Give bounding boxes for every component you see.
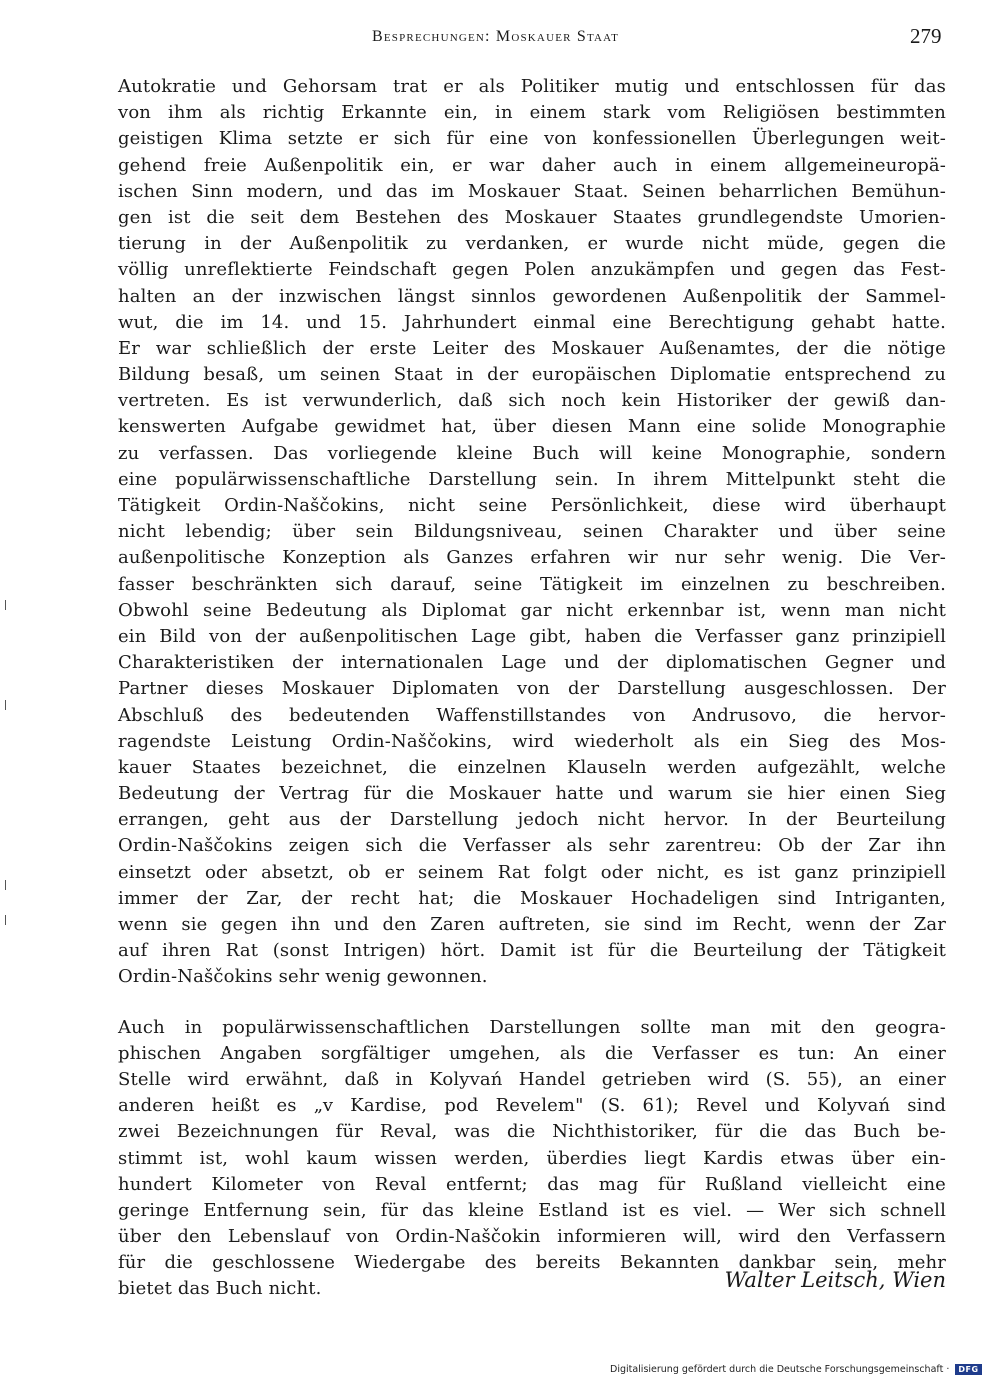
text-line: kauer Staates bezeichnet, die einzelnen Klauseln werden aufgezählt, welche — [118, 756, 946, 778]
text-line: zu verfassen. Das vorliegende kleine Buch will keine Monographie, sondern — [118, 442, 946, 464]
text-line: geistigen Klima setzte er sich für eine von konfessionellen Überlegungen weit- — [118, 128, 946, 150]
text-line: kenswerten Aufgabe gewidmet hat, über diesen Mann eine solide Monographie — [118, 416, 946, 438]
text-line: ein Bild von der außenpolitischen Lage gibt, haben die Verfasser ganz prinzipiell — [118, 625, 946, 647]
text-line: Bildung besaß, um seinen Staat in der europäischen Diplomatie entsprechend zu — [118, 364, 946, 386]
text-line: bietet das Buch nicht. — [118, 1278, 322, 1300]
text-line: Bedeutung der Vertrag für die Moskauer hatte und warum sie hier einen Sieg — [118, 783, 946, 805]
text-line: phischen Angaben sorgfältiger umgehen, als die Verfasser es tun: An einer — [118, 1042, 946, 1064]
text-line: außenpolitische Konzeption als Ganzes erfahren wir nur sehr wenig. Die Ver- — [118, 547, 946, 569]
text-line: Auch in populärwissenschaftlichen Darstellungen sollte man mit den geogra- — [118, 1016, 946, 1038]
author-signature: Walter Leitsch, Wien — [724, 1268, 946, 1292]
text-line: Obwohl seine Bedeutung als Diplomat gar nicht erkennbar ist, wenn man nicht — [118, 599, 946, 621]
text-line: gehend freie Außenpolitik ein, er war daher auch in einem allgemeineuropä- — [118, 154, 946, 176]
text-line: ischen Sinn modern, und das im Moskauer Staat. Seinen beharrlichen Bemühun- — [118, 180, 946, 202]
footer-text: Digitalisierung gefördert durch die Deutsche Forschungsgemeinschaft · — [610, 1364, 950, 1375]
text-line: über den Lebenslauf von Ordin-Naščokin informieren will, wird den Verfassern — [118, 1226, 946, 1248]
margin-mark — [5, 880, 6, 890]
text-line: ragendste Leistung Ordin-Naščokins, wird wiederholt als ein Sieg des Mos- — [118, 730, 946, 752]
text-line: hundert Kilometer von Reval entfernt; das mag für Rußland vielleicht eine — [118, 1173, 946, 1195]
paragraph — [118, 74, 946, 991]
text-line: Abschluß des bedeutenden Waffenstillstandes von Andrusovo, die hervor- — [118, 704, 946, 726]
text-line: eine populärwissenschaftliche Darstellung sein. In ihrem Mittelpunkt steht die — [118, 468, 946, 490]
text-line: wut, die im 14. und 15. Jahrhundert einmal eine Berechtigung gehabt hatte. — [118, 311, 946, 333]
text-line: für die geschlossene Wiedergabe des bereits Bekannten dankbar sein, mehr — [118, 1252, 946, 1274]
text-line: einsetzt oder absetzt, ob er seinem Rat folgt oder nicht, es ist ganz prinzipiell — [118, 861, 946, 883]
text-line: geringe Entfernung sein, für das kleine Estland ist es viel. — Wer sich schnell — [118, 1199, 946, 1221]
text-line: wenn sie gegen ihn und den Zaren auftreten, sie sind im Recht, wenn der Zar — [118, 914, 946, 935]
text-line: Autokratie und Gehorsam trat er als Politiker mutig und entschlossen für das — [118, 76, 946, 97]
text-line: stimmt ist, wohl kaum wissen werden, überdies liegt Kardis etwas über ein- — [118, 1147, 946, 1169]
page-number: 279 — [910, 24, 942, 48]
text-line: anderen heißt es „v Kardise, pod Revelem" (S. 61); Revel und Kolyvań sind — [118, 1095, 946, 1117]
running-title: Besprechungen: Moskauer Staat — [372, 28, 620, 45]
text-line: Er war schließlich der erste Leiter des Moskauer Außenamtes, der die nötige — [118, 337, 946, 359]
funding-footer — [610, 1364, 982, 1375]
margin-mark — [5, 915, 6, 925]
margin-mark — [5, 600, 6, 610]
article-body — [118, 74, 946, 1303]
text-line: Ordin-Naščokins zeigen sich die Verfasser als sehr zarentreu: Ob der Zar ihn — [118, 835, 946, 857]
text-line: Tätigkeit Ordin-Naščokins, nicht seine Persönlichkeit, diese wird überhaupt — [118, 495, 946, 516]
text-line: Charakteristiken der internationalen Lage und der diplomatischen Gegner und — [118, 652, 946, 674]
text-line: gen ist die seit dem Bestehen des Moskauer Staates grundlegendste Umorien- — [118, 206, 946, 228]
text-line: völlig unreflektierte Feindschaft gegen Polen anzukämpfen und gegen das Fest- — [118, 259, 946, 281]
text-line: Stelle wird erwähnt, daß in Kolyvań Handel getrieben wird (S. 55), an einer — [118, 1068, 946, 1090]
text-line: zwei Bezeichnungen für Reval, was die Nichthistoriker, für die das Buch be- — [118, 1121, 946, 1143]
text-line: fasser beschränkten sich darauf, seine Tätigkeit im einzelnen zu beschreiben. — [118, 573, 946, 595]
margin-mark — [5, 700, 6, 710]
text-line: vertreten. Es ist verwunderlich, daß sich noch kein Historiker der gewiß dan- — [118, 390, 946, 412]
text-line: auf ihren Rat (sonst Intrigen) hört. Damit ist für die Beurteilung der Tätigkeit — [118, 940, 946, 962]
text-line: halten an der inzwischen längst sinnlos gewordenen Außenpolitik der Sammel- — [118, 285, 946, 307]
paragraph-gap — [118, 991, 946, 1015]
text-line: Partner dieses Moskauer Diplomaten von der Darstellung ausgeschlossen. Der — [118, 678, 946, 700]
text-line: errangen, geht aus der Darstellung jedoch nicht hervor. In der Beurteilung — [118, 809, 946, 831]
text-line: immer der Zar, der recht hat; die Moskauer Hochadeligen sind Intriganten, — [118, 887, 946, 909]
text-line: nicht lebendig; über sein Bildungsniveau, seinen Charakter und über seine — [118, 521, 946, 543]
text-line: tierung in der Außenpolitik zu verdanken, er wurde nicht müde, gegen die — [118, 233, 946, 255]
running-head — [0, 20, 1000, 54]
paragraph — [118, 1015, 946, 1303]
text-line: von ihm als richtig Erkannte ein, in einem stark vom Religiösen bestimmten — [118, 102, 946, 124]
text-line: Ordin-Naščokins sehr wenig gewonnen. — [118, 966, 488, 988]
dfg-logo: DFG — [955, 1364, 981, 1375]
